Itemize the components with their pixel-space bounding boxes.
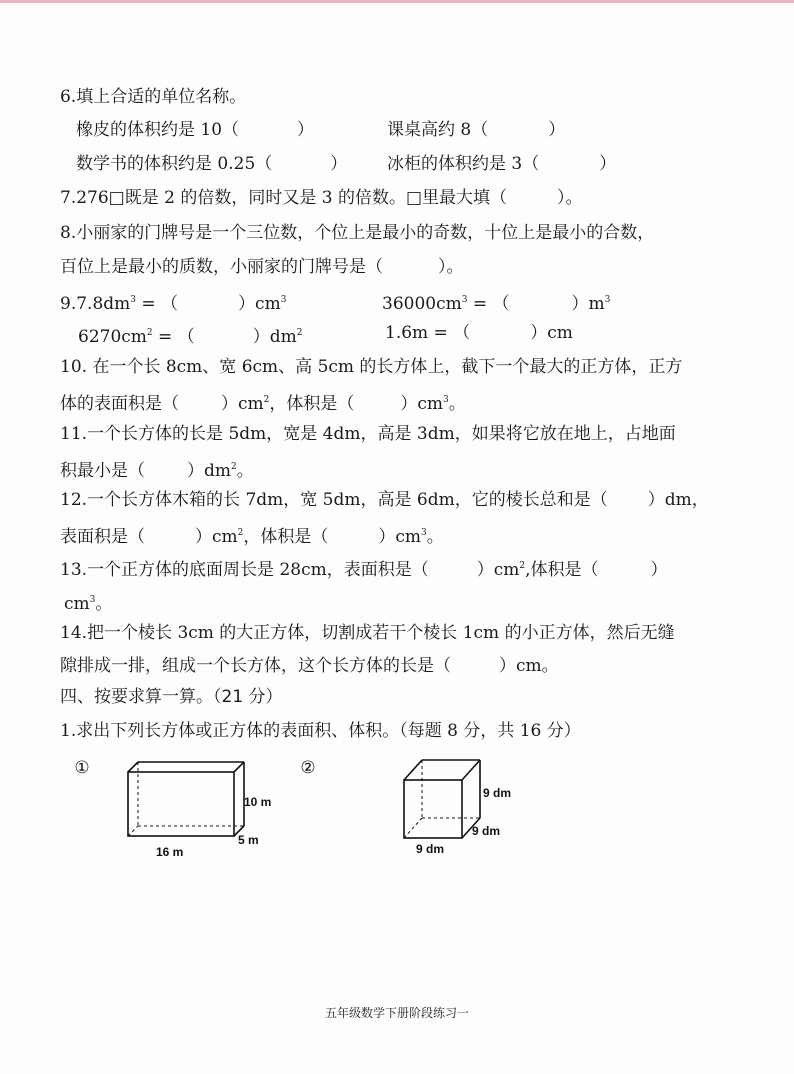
question-9-b2: 1.6m = （ ）cm [385, 323, 573, 343]
question-14-line1: 14.把一个棱长 3cm 的大正方体，切割成若干个棱长 1cm 的小正方体，然后无缝 [60, 623, 675, 643]
question-8-line2: 百位上是最小的质数，小丽家的门牌号是（ ）。 [60, 257, 464, 277]
question-9-a1: $9.7.8dm^3$ = （ ）$cm^3$ [60, 294, 287, 314]
figure-2-marker: ② [300, 758, 316, 778]
question-9-b1: $6270cm^2$ = （ ）$dm^2$ [78, 327, 303, 347]
question-9-a2: $36000cm^3$ = （ ）$m^3$ [382, 294, 611, 314]
figure-1-length-label: 16 m [156, 845, 184, 859]
question-10-line2: 体的表面积是（ ）$cm^2$，体积是（ ）$cm^3$。 [60, 394, 466, 414]
figure-1-cuboid [60, 748, 300, 868]
question-6-desk: 课桌高约 8（ ） [387, 120, 566, 140]
question-8-line1: 8.小丽家的门牌号是一个三位数，个位上是最小的奇数，十位上是最小的合数， [60, 223, 655, 243]
figure-2-width-label: 9 dm [472, 824, 501, 838]
question-13-line2: $cm^3$。 [64, 594, 113, 614]
question-6-freezer: 冰柜的体积约是 3（ ） [387, 154, 617, 174]
question-6-title: 6.填上合适的单位名称。 [60, 87, 247, 107]
figure-2-length-label: 9 dm [416, 842, 445, 856]
figure-1-width-label: 5 m [238, 833, 259, 847]
figure-2-height-label: 9 dm [483, 786, 512, 800]
question-6-book: 数学书的体积约是 0.25（ ） [76, 154, 348, 174]
section-4-title: 四、按要求算一算。（21 分） [60, 687, 283, 707]
figure-2-cube [288, 748, 528, 868]
page-top-edge [0, 0, 794, 3]
question-6-eraser: 橡皮的体积约是 10（ ） [76, 120, 315, 140]
cuboid-hidden-edges [128, 762, 244, 836]
question-12-line2: 表面积是（ ）$cm^2$，体积是（ ）$cm^3$。 [60, 527, 444, 547]
question-11-line2: 积最小是（ ）$dm^2$。 [60, 461, 254, 481]
question-11-line1: 11.一个长方体的长是 5dm，宽是 4dm，高是 3dm，如果将它放在地上，占地面 [60, 424, 676, 444]
page-footer: 五年级数学下册阶段练习一 [324, 1006, 469, 1020]
figure-1-height-label: 10 m [244, 795, 272, 809]
question-10-line1: 10. 在一个长 8cm、宽 6cm、高 5cm 的长方体上，截下一个最大的正方体，正方 [60, 357, 683, 377]
question-14-line2: 隙排成一排，组成一个长方体，这个长方体的长是（ ）cm。 [60, 656, 559, 676]
section-4-question-1: 1.求出下列长方体或正方体的表面积、体积。（每题 8 分，共 16 分） [60, 721, 581, 741]
question-7: 7.276□既是 2 的倍数，同时又是 3 的倍数。□里最大填（ ）。 [60, 188, 583, 208]
question-13-line1: 13.一个正方体的底面周长是 28cm，表面积是（ ）$cm^2$,体积是（ ） [60, 560, 668, 580]
figure-1-marker: ① [74, 758, 90, 778]
cuboid-edges [128, 762, 244, 836]
question-12-line1: 12.一个长方体木箱的长 7dm，宽 5dm，高是 6dm，它的棱长总和是（ ）dm， [60, 490, 709, 510]
cube-edges [404, 760, 480, 838]
